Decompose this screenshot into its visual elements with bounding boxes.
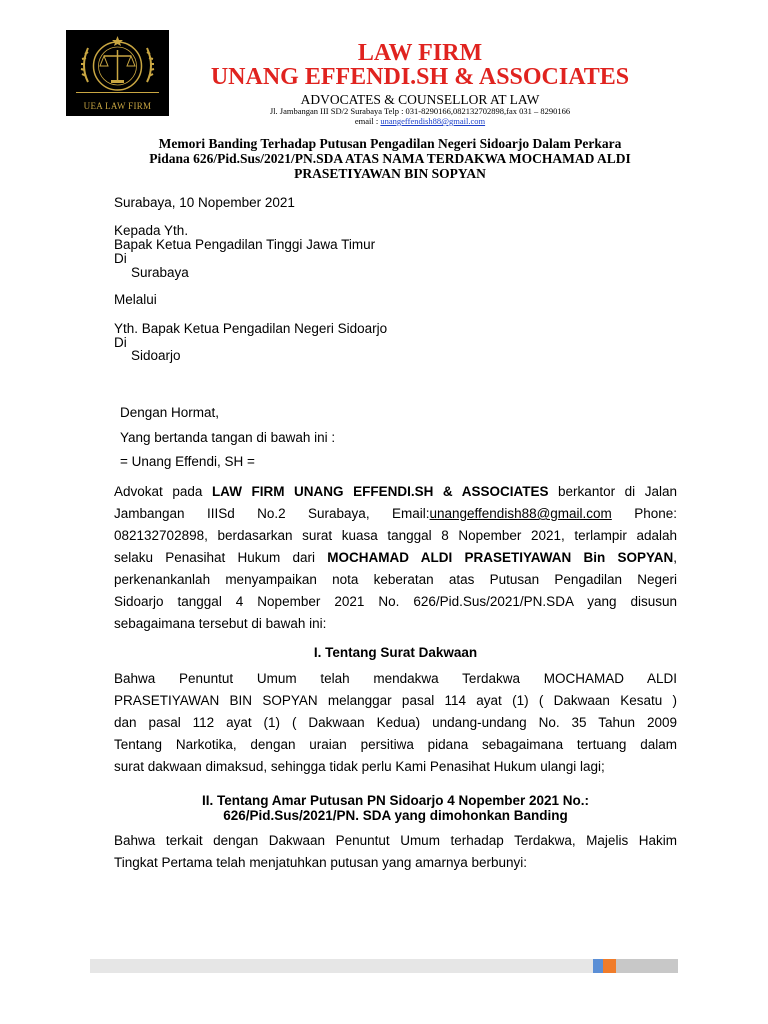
intro-line: 082132702898, berdasarkan surat kuasa tanggal 8 Nopember 2021, terlampir adalah: [114, 528, 677, 543]
subject-line1: Memori Banding Terhadap Putusan Pengadilan Negeri Sidoarjo Dalam Perkara: [158, 136, 622, 151]
advocate-email-link[interactable]: unangeffendish88@gmail.com: [429, 506, 612, 521]
section2-heading-line1: II. Tentang Amar Putusan PN Sidoarjo 4 Nopember 2021 No.:: [201, 793, 590, 808]
recipient2-city: Sidoarjo: [131, 348, 181, 363]
intro-line: sebagaimana tersebut di bawah ini:: [114, 616, 327, 631]
intro-paragraph: [114, 481, 677, 635]
email-label: email :: [354, 116, 381, 126]
section1-line: surat dakwaan dimaksud, sehingga tidak perlu Kami Penasihat Hukum ulangi lagi;: [114, 759, 605, 774]
footer-bar: [90, 959, 678, 973]
recipient1-name: Bapak Ketua Pengadilan Tinggi Jawa Timur: [114, 237, 376, 252]
recipient1-di: Di: [114, 251, 127, 266]
firm-email-link[interactable]: unangeffendish88@gmail.com: [380, 116, 486, 126]
section1-line: Tentang Narkotika, dengan uraian persitiwa pidana sebagaimana tertuang dalam: [114, 737, 677, 752]
firm-name-line2: UNANG EFFENDI.SH & ASSOCIATES: [210, 64, 630, 90]
section1-line: dan pasal 112 ayat (1) ( Dakwaan Kedua) undang-undang No. 35 Tahun 2009: [114, 715, 677, 730]
section2-paragraph: [114, 830, 677, 874]
section1-heading: I. Tentang Surat Dakwaan: [313, 645, 478, 660]
footer-accent-grey: [616, 959, 678, 973]
greeting: Dengan Hormat,: [120, 405, 220, 420]
firm-logo: [66, 30, 169, 116]
section2-heading: [114, 793, 677, 823]
intro-line: Jambangan IIISd No.2 Surabaya, Email:unangeffendish88@gmail.com Phone:: [114, 506, 677, 521]
intro-line: selaku Penasihat Hukum dari MOCHAMAD ALDI PRASETIYAWAN Bin SOPYAN,: [114, 550, 677, 565]
recipient2-di: Di: [114, 335, 127, 350]
subject-line3: PRASETIYAWAN BIN SOPYAN: [294, 166, 486, 181]
section1-paragraph: [114, 668, 677, 778]
letter-date: Surabaya, 10 Nopember 2021: [114, 195, 295, 210]
footer-accent-orange: [603, 959, 616, 973]
logo-text: UEA LAW FIRM: [83, 101, 152, 111]
section1-line: Bahwa Penuntut Umum telah mendakwa Terdakwa MOCHAMAD ALDI: [114, 671, 677, 686]
signer-name: = Unang Effendi, SH =: [120, 454, 255, 469]
firm-name-line1: LAW FIRM: [357, 40, 483, 66]
firm-tagline: ADVOCATES & COUNSELLOR AT LAW: [300, 92, 540, 107]
intro-line: Sidoarjo tanggal 4 Nopember 2021 No. 626/Pid.Sus/2021/PN.SDA yang disusun: [114, 594, 677, 609]
intro-line: Advokat pada LAW FIRM UNANG EFFENDI.SH & ASSOCIATES berkantor di Jalan: [114, 484, 677, 499]
subject-line2: Pidana 626/Pid.Sus/2021/PN.SDA ATAS NAMA TERDAKWA MOCHAMAD ALDI: [149, 151, 631, 166]
section2-heading-line2: 626/Pid.Sus/2021/PN. SDA yang dimohonkan Banding: [223, 808, 568, 823]
recipient1-kepada: Kepada Yth.: [114, 223, 189, 238]
section2-line: Bahwa terkait dengan Dakwaan Penuntut Umum terhadap Terdakwa, Majelis Hakim: [114, 833, 677, 848]
recipient1-city: Surabaya: [131, 265, 189, 280]
melalui-label: Melalui: [114, 292, 157, 307]
footer-accent-blue: [593, 959, 603, 973]
section2-line: Tingkat Pertama telah menjatuhkan putusan yang amarnya berbunyi:: [114, 855, 527, 870]
intro-line: perkenankanlah menyampaikan nota keberatan atas Putusan Pengadilan Negeri: [114, 572, 677, 587]
recipient2-name: Yth. Bapak Ketua Pengadilan Negeri Sidoarjo: [114, 321, 388, 336]
firm-address: Jl. Jambangan III SD/2 Surabaya Telp : 031-8290166,082132702898,fax 031 – 8290166: [269, 106, 571, 116]
undersigned-text: Yang bertanda tangan di bawah ini :: [120, 430, 336, 445]
section1-line: PRASETIYAWAN BIN SOPYAN melanggar pasal 114 ayat (1) ( Dakwaan Kesatu ): [114, 693, 677, 708]
letter-subject: [110, 136, 670, 181]
firm-email-line: [175, 116, 665, 126]
